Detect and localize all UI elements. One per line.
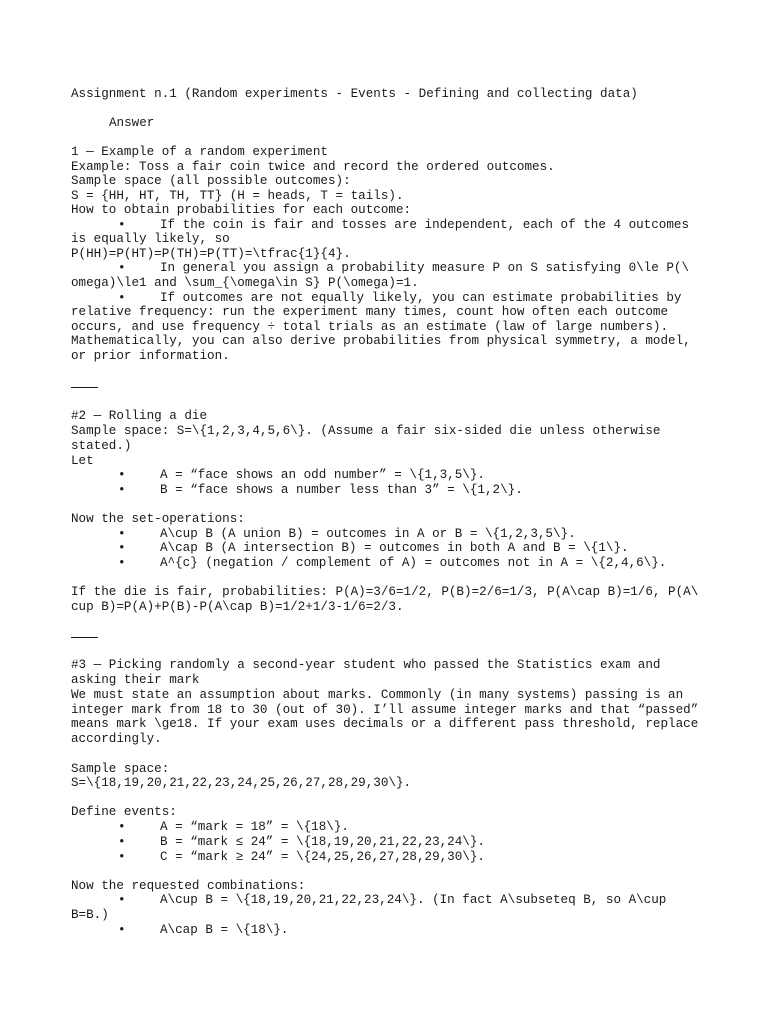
bullet-marker: •	[118, 261, 126, 275]
paragraph-line: Now the set-operations:	[71, 512, 245, 526]
bullet-text: A\cup B = \{18,19,20,21,22,23,24\}. (In fact A\subseteq B, so A\cup	[160, 893, 667, 907]
section-1-heading: 1 — Example of a random experiment	[71, 145, 328, 159]
paragraph-line: Define events:	[71, 805, 177, 819]
paragraph-line: cup B)=P(A)+P(B)-P(A\cap B)=1/2+1/3-1/6=2/3.	[71, 600, 404, 614]
paragraph-line: Let	[71, 454, 94, 468]
paragraph-line: S = {HH, HT, TH, TT} (H = heads, T = tails).	[71, 189, 404, 203]
bullet-text: A = “face shows an odd number” = \{1,3,5\}.	[160, 468, 485, 482]
bullet-text: A\cup B (A union B) = outcomes in A or B = \{1,2,3,5\}.	[160, 527, 576, 541]
section-divider	[71, 637, 98, 638]
paragraph-line: occurs, and use frequency ÷ total trials as an estimate (law of large numbers).	[71, 320, 669, 334]
bullet-text: In general you assign a probability measure P on S satisfying 0\le P(\	[160, 261, 690, 275]
bullet-text: B = “mark ≤ 24” = \{18,19,20,21,22,23,24\}.	[160, 835, 485, 849]
paragraph-line: Sample space (all possible outcomes):	[71, 174, 351, 188]
paragraph-line: B=B.)	[71, 908, 109, 922]
bullet-marker: •	[118, 556, 126, 570]
paragraph-line: Example: Toss a fair coin twice and record the ordered outcomes.	[71, 160, 555, 174]
paragraph-line: means mark \ge18. If your exam uses decimals or a different pass threshold, replace	[71, 717, 699, 731]
paragraph-line: Now the requested combinations:	[71, 879, 306, 893]
paragraph-line: How to obtain probabilities for each outcome:	[71, 203, 412, 217]
paragraph-line: We must state an assumption about marks. Commonly (in many systems) passing is an	[71, 688, 684, 702]
paragraph-line: or prior information.	[71, 349, 230, 363]
paragraph-line: is equally likely, so	[71, 232, 230, 246]
section-2-heading: #2 — Rolling a die	[71, 409, 208, 423]
bullet-text: If the coin is fair and tosses are independent, each of the 4 outcomes	[160, 218, 690, 232]
bullet-marker: •	[118, 893, 126, 907]
bullet-marker: •	[118, 483, 126, 497]
bullet-marker: •	[118, 850, 126, 864]
paragraph-line: Mathematically, you can also derive probabilities from physical symmetry, a model,	[71, 334, 691, 348]
formula-line: P(HH)=P(HT)=P(TH)=P(TT)=\tfrac{1}{4}.	[71, 247, 351, 261]
paragraph-line: Sample space: S=\{1,2,3,4,5,6\}. (Assume a fair six-sided die unless otherwise	[71, 424, 661, 438]
section-3-heading-cont: asking their mark	[71, 673, 200, 687]
paragraph-line: Sample space:	[71, 762, 170, 776]
bullet-text: A\cap B = \{18\}.	[160, 923, 289, 937]
bullet-marker: •	[118, 835, 126, 849]
bullet-text: If outcomes are not equally likely, you can estimate probabilities by	[160, 291, 682, 305]
bullet-marker: •	[118, 468, 126, 482]
bullet-marker: •	[118, 541, 126, 555]
bullet-text: A^{c} (negation / complement of A) = outcomes not in A = \{2,4,6\}.	[160, 556, 667, 570]
paragraph-line: integer mark from 18 to 30 (out of 30). I’ll assume integer marks and that “passed”	[71, 703, 699, 717]
paragraph-line: accordingly.	[71, 732, 162, 746]
answer-label: Answer	[109, 116, 155, 130]
paragraph-line: omega)\le1 and \sum_{\omega\in S} P(\omega)=1.	[71, 276, 419, 290]
bullet-text: A\cap B (A intersection B) = outcomes in both A and B = \{1\}.	[160, 541, 629, 555]
section-divider	[71, 387, 98, 388]
bullet-text: C = “mark ≥ 24” = \{24,25,26,27,28,29,30\}.	[160, 850, 485, 864]
bullet-text: B = “face shows a number less than 3” = \{1,2\}.	[160, 483, 523, 497]
bullet-marker: •	[118, 218, 126, 232]
paragraph-line: relative frequency: run the experiment many times, count how often each outcome	[71, 305, 669, 319]
bullet-marker: •	[118, 923, 126, 937]
paragraph-line: S=\{18,19,20,21,22,23,24,25,26,27,28,29,30\}.	[71, 776, 412, 790]
bullet-text: A = “mark = 18” = \{18\}.	[160, 820, 349, 834]
document-title: Assignment n.1 (Random experiments - Events - Defining and collecting data)	[71, 87, 638, 101]
paragraph-line: If the die is fair, probabilities: P(A)=3/6=1/2, P(B)=2/6=1/3, P(A\cap B)=1/6, P(A\	[71, 585, 699, 599]
section-3-heading: #3 — Picking randomly a second-year student who passed the Statistics exam and	[71, 658, 661, 672]
paragraph-line: stated.)	[71, 439, 132, 453]
bullet-marker: •	[118, 291, 126, 305]
bullet-marker: •	[118, 820, 126, 834]
bullet-marker: •	[118, 527, 126, 541]
